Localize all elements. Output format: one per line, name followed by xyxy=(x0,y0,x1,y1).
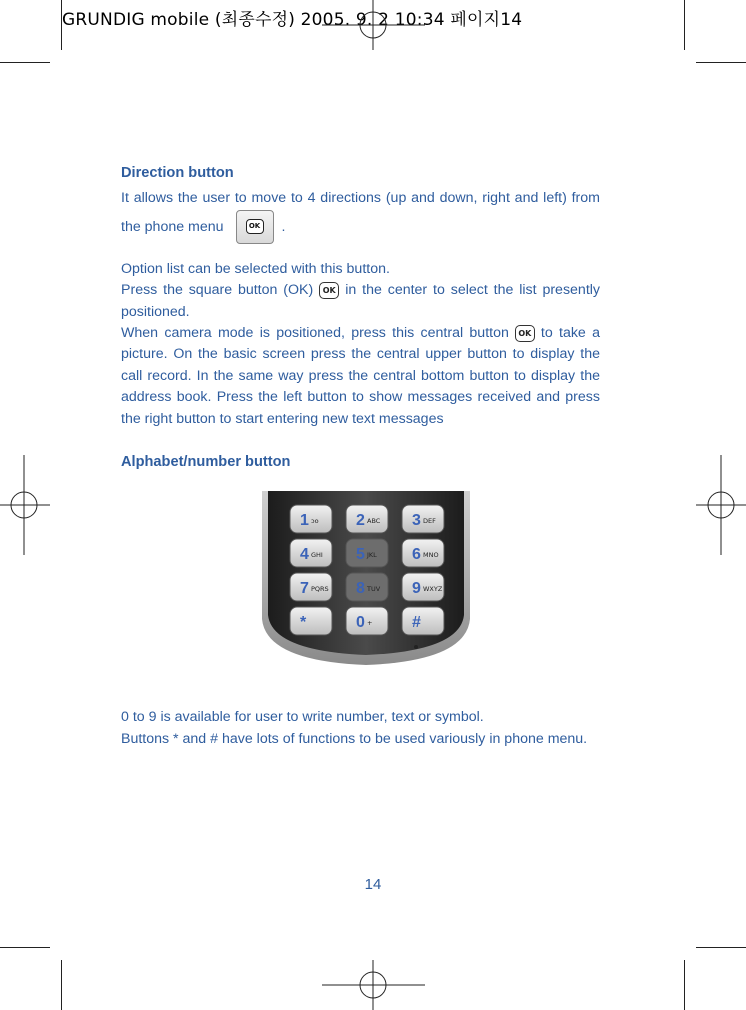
note-line-2: Buttons * and # have lots of functions to be used variously in phone menu. xyxy=(121,731,588,747)
key-3 xyxy=(402,505,444,533)
key-digit: # xyxy=(412,614,421,631)
key-9 xyxy=(402,573,444,601)
page-number: 14 xyxy=(364,876,382,893)
crop-mark-tl-h xyxy=(0,62,50,63)
ok-button-icon: OK xyxy=(515,325,535,342)
crop-mark-bl-h xyxy=(0,947,50,948)
keypad-illustration xyxy=(260,491,472,667)
note-line-1: 0 to 9 is available for user to write number, text or symbol. xyxy=(121,709,484,725)
crop-mark-tl-v xyxy=(61,0,62,50)
key-digit: * xyxy=(300,614,307,631)
direction-p3-text: Press the square button (OK) xyxy=(121,282,314,299)
registration-mark-bottom xyxy=(322,958,426,1010)
key-hash xyxy=(402,607,444,635)
key-8 xyxy=(346,573,388,601)
crop-mark-br-h xyxy=(696,947,746,948)
direction-p4-text: When camera mode is positioned, press this central button xyxy=(121,325,509,342)
key-letters: ABC xyxy=(367,517,381,525)
direction-heading: Direction button xyxy=(121,165,234,181)
print-header: GRUNDIG mobile (최종수정) 2005. 9. 2 10:34 페이지14 xyxy=(62,10,523,30)
direction-p3-end: in the center to select the list presently positioned. xyxy=(121,282,601,320)
key-digit: 6 xyxy=(412,546,421,563)
key-letters: + xyxy=(367,619,373,627)
key-letters: WXYZ xyxy=(423,585,443,593)
direction-paragraph-4 xyxy=(121,323,600,430)
key-letters: DEF xyxy=(423,517,436,525)
crop-mark-tr-v xyxy=(684,0,685,50)
direction-p4-end: to take a picture. On the basic screen press the central upper button to display the call record. In the same way press the central bottom button to display the address book. Press the left button to show messages received and press the right button to start entering new text messages xyxy=(121,325,600,427)
ok-button-icon: OK xyxy=(319,282,339,299)
keypad-notes xyxy=(121,706,587,750)
key-letters: MNO xyxy=(423,551,439,559)
crop-mark-tr-h xyxy=(696,62,746,63)
direction-pad-icon xyxy=(236,210,274,244)
registration-mark-left xyxy=(0,455,50,555)
registration-mark-top xyxy=(322,0,426,62)
key-1 xyxy=(290,505,332,533)
key-0 xyxy=(346,607,388,635)
direction-p1-end: . xyxy=(281,218,286,235)
key-letters: GHI xyxy=(311,551,323,559)
direction-paragraph-3 xyxy=(121,280,600,323)
key-5 xyxy=(346,539,388,567)
key-digit: 2 xyxy=(356,512,365,529)
key-digit: 5 xyxy=(356,546,365,563)
direction-paragraph-2: Option list can be selected with this button. xyxy=(121,260,390,277)
key-4 xyxy=(290,539,332,567)
key-digit: 7 xyxy=(300,580,309,597)
crop-mark-bl-v xyxy=(61,960,62,1010)
key-digit: 1 xyxy=(300,512,309,529)
key-letters: JKL xyxy=(367,551,377,559)
key-star xyxy=(290,607,332,635)
key-6 xyxy=(402,539,444,567)
alphabet-heading: Alphabet/number button xyxy=(121,454,291,471)
key-digit: 9 xyxy=(412,580,421,597)
key-2 xyxy=(346,505,388,533)
ok-icon: OK xyxy=(246,219,264,234)
key-digit: 0 xyxy=(356,614,365,631)
key-digit: 8 xyxy=(356,580,365,597)
key-letters: TUV xyxy=(367,585,381,593)
microphone-hole xyxy=(414,645,418,649)
key-digit: 3 xyxy=(412,512,421,529)
key-letters: PQRS xyxy=(311,585,329,593)
registration-mark-right xyxy=(696,455,746,555)
direction-section xyxy=(121,163,600,473)
key-7 xyxy=(290,573,332,601)
crop-mark-br-v xyxy=(684,960,685,1010)
direction-paragraph-1 xyxy=(121,188,600,243)
key-digit: 4 xyxy=(300,546,309,563)
key-letters: ↄo xyxy=(311,517,319,525)
direction-p1-text: It allows the user to move to 4 directions (up and down, right and left) from the phone menu xyxy=(121,190,600,235)
